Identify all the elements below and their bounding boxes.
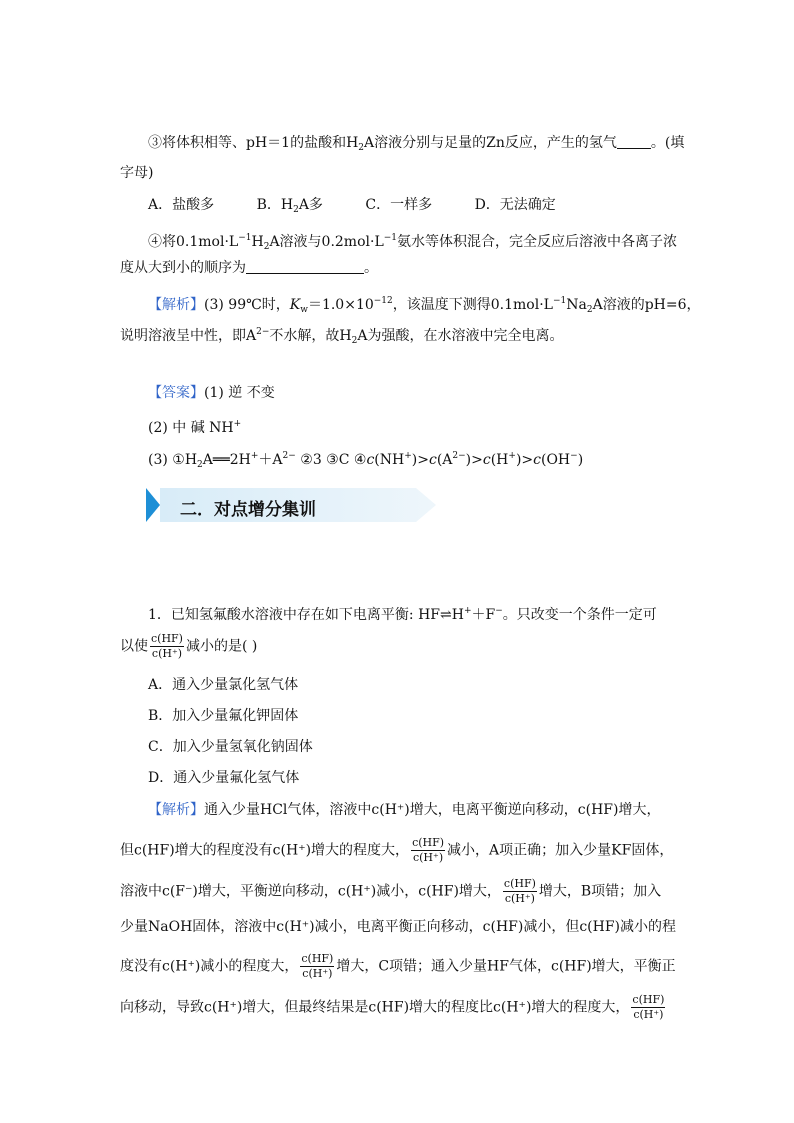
answer-label: 【答案】 (148, 385, 204, 401)
q4-line1: ④将$0.1mol\cdot L^{-1}H_2A$溶液与$0.2mol\cdot L^{-1}$氨水等体积混合，完全反应后溶液中各离子浓 (148, 233, 678, 252)
q1-line2: 以使 $\frac{c(HF)}{c(H^+)}$ 减小的是( ) (120, 632, 258, 660)
analysis2-line2: 但c(HF)增大的程度没有c(H⁺)增大的程度大， $\frac{c(HF)}{c(H^+)}$ 减小，A项正确；加入少量KF固体， (120, 836, 674, 864)
analysis2-line5: 度没有c(H⁺)减小的程度大， $\frac{c(HF)}{c(H^+)}$ 增大，C项错；通入少量HF气体，c(HF)增大，平衡正 (120, 952, 676, 980)
option-b: B．$H_2A$多 (256, 197, 323, 215)
q3-line: ③将体积相等、pH＝1的盐酸和$H_2A$溶液分别与足量的Zn反应，产生的氢气 。(填 (148, 135, 685, 153)
analysis1-line2: 说明溶液呈中性，即$A^{2-}$不水解，故$H_2A$为强酸，在水溶液中完全电离。 (120, 327, 564, 346)
fraction: $\frac{c(HF)}{c(H^+)}$ (412, 836, 445, 864)
analysis2-line3: 溶液中c(F⁻)增大，平衡逆向移动，c(H⁺)减小，c(HF)增大， $\frac{c(HF)}{c(H^+)}$ 增大，B项错；加入 (120, 877, 662, 905)
analysis2-line4: 少量NaOH固体，溶液中c(H⁺)减小，电离平衡正向移动，c(HF)减小，但c(HF)减小的程 (120, 919, 677, 935)
fraction: $\frac{c(HF)}{c(H^+)}$ (503, 877, 536, 905)
answer-blank (617, 134, 651, 149)
option-a: A．盐酸多 (148, 197, 215, 213)
q3-line2: 字母) (120, 165, 154, 181)
answer-line2: (2) 中 碱 NH+ (148, 419, 242, 436)
analysis-label: 【解析】 (148, 802, 204, 818)
section-title: 二．对点增分集训 (180, 500, 316, 520)
fraction: $\frac{c(HF)}{c(H^+)}$ (632, 993, 665, 1021)
q3-options (148, 195, 556, 220)
q4-line2: 度从大到小的顺序为 。 (120, 260, 378, 276)
q1-option-c: C．加入少量氢氧化钠固体 (148, 739, 313, 755)
analysis2-line6: 向移动，导致c(H⁺)增大，但最终结果是c(HF)增大的程度比c(H⁺)增大的程度大， $\frac{c(HF)}{c(H^+)}$ (120, 993, 665, 1021)
answer-line1: 【答案】(1) 逆 不变 (148, 385, 275, 401)
q1-line1: 1．已知氢氟酸水溶液中存在如下电离平衡: HF⇌H+＋F−。只改变一个条件一定可 (148, 606, 657, 623)
answer-line3: (3) $①H_2A══2H^++A^{2-}$ ②3 ③C $④c(NH^+)>c(A^{2-})>c(H^+)>c(OH^-)$ (148, 451, 584, 470)
q1-option-d: D．通入少量氟化氢气体 (148, 770, 300, 786)
answer-blank (246, 259, 364, 274)
analysis1-line1: 【解析】(3) 99℃时，$K_w=1.0\times 10^{-12}$，该温度下测得$0.1mol\cdot L^{-1}Na_2A$溶液的pH=6， (148, 296, 701, 315)
option-c: C．一样多 (365, 197, 433, 213)
option-d: D．无法确定 (474, 197, 556, 213)
analysis-label: 【解析】 (148, 297, 204, 313)
q1-option-b: B．加入少量氟化钾固体 (148, 708, 299, 724)
fraction: $\frac{c(HF)}{c(H^+)}$ (151, 632, 183, 660)
fraction: $\frac{c(HF)}{c(H^+)}$ (301, 952, 334, 980)
q1-option-a: A．通入少量氯化氢气体 (148, 677, 299, 693)
analysis2-line1: 【解析】通入少量HCl气体，溶液中c(H⁺)增大，电离平衡逆向移动，c(HF)增大， (148, 802, 661, 818)
